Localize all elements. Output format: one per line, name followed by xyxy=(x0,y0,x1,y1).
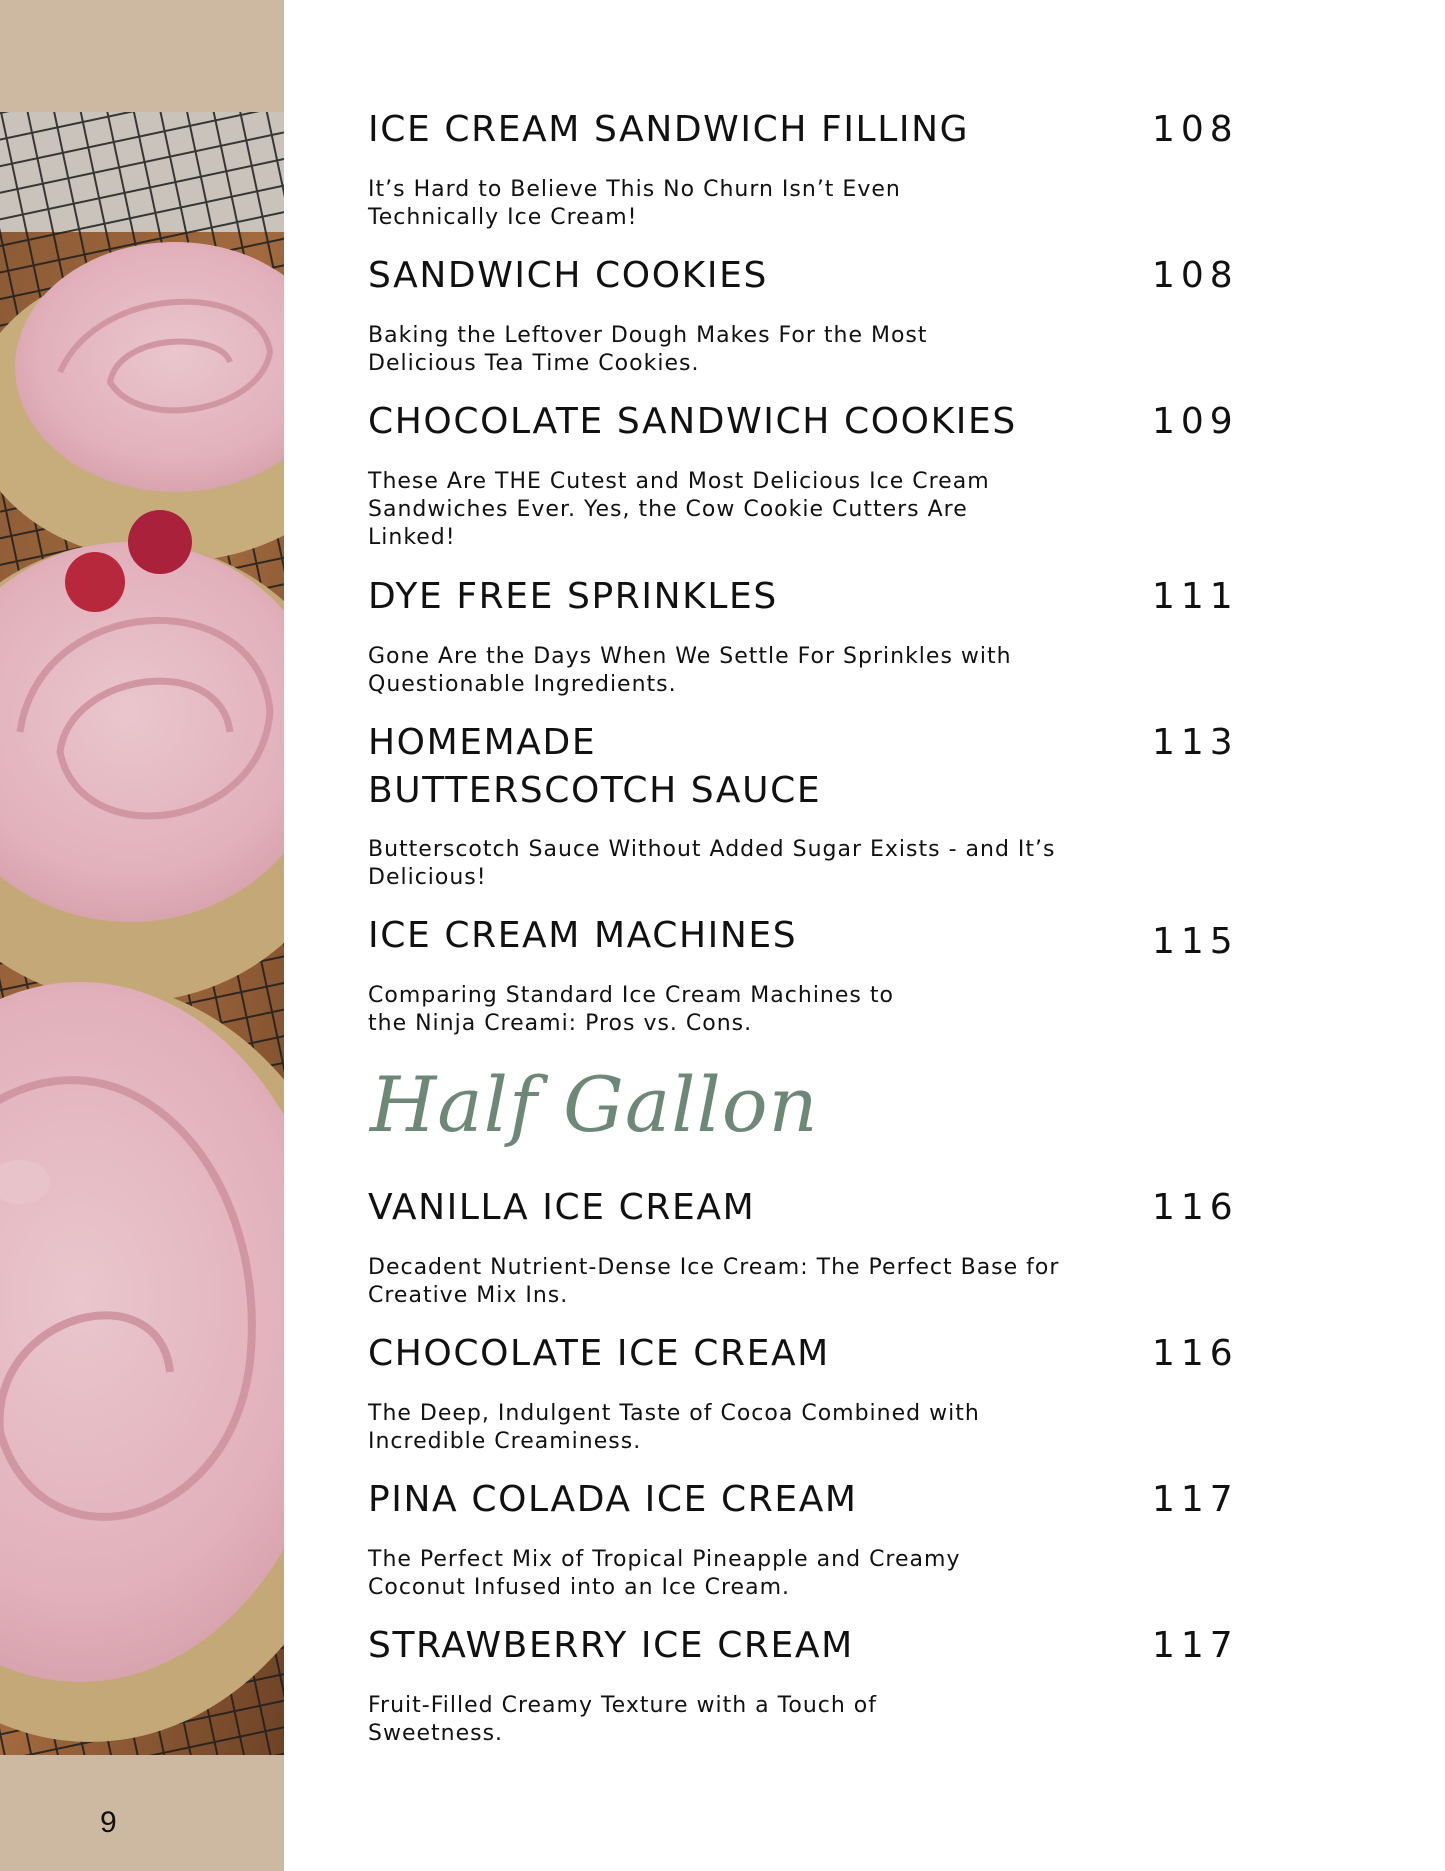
entry-page-number: 108 xyxy=(1152,255,1239,296)
entry-description: These Are THE Cutest and Most Delicious Ice Cream Sandwiches Ever. Yes, the Cow Cookie Cutters Are Linked! xyxy=(368,469,990,550)
entry-description: Fruit-Filled Creamy Texture with a Touch of Sweetness. xyxy=(368,1693,877,1746)
section-heading: Half Gallon xyxy=(370,1060,819,1149)
entry-description: The Deep, Indulgent Taste of Cocoa Combined with Incredible Creaminess. xyxy=(368,1401,980,1454)
entry-page-number: 108 xyxy=(1152,109,1239,150)
entry-page-number: 117 xyxy=(1152,1479,1239,1520)
entry-page-number: 115 xyxy=(1152,921,1239,962)
entry-description: Decadent Nutrient-Dense Ice Cream: The Perfect Base for Creative Mix Ins. xyxy=(368,1255,1060,1308)
entry-description: Gone Are the Days When We Settle For Sprinkles with Questionable Ingredients. xyxy=(368,644,1012,697)
cookie-photo xyxy=(0,112,284,1755)
entry-page-number: 117 xyxy=(1152,1625,1239,1666)
page-number: 9 xyxy=(100,1806,117,1839)
entry-description: Baking the Leftover Dough Makes For the Most Delicious Tea Time Cookies. xyxy=(368,323,928,376)
entry-title: DYE FREE SPRINKLES xyxy=(368,576,778,617)
entry-title: VANILLA ICE CREAM xyxy=(368,1187,756,1228)
entry-title: SANDWICH COOKIES xyxy=(368,255,768,296)
entry-page-number: 116 xyxy=(1152,1187,1239,1228)
entry-title: HOMEMADE BUTTERSCOTCH SAUCE xyxy=(368,722,822,811)
entry-title: CHOCOLATE SANDWICH COOKIES xyxy=(368,401,1017,442)
entry-description: Comparing Standard Ice Cream Machines to the Ninja Creami: Pros vs. Cons. xyxy=(368,983,894,1036)
entry-page-number: 113 xyxy=(1152,722,1239,763)
entry-title: CHOCOLATE ICE CREAM xyxy=(368,1333,830,1374)
entry-title: PINA COLADA ICE CREAM xyxy=(368,1479,858,1520)
entry-description: Butterscotch Sauce Without Added Sugar Exists - and It’s Delicious! xyxy=(368,837,1056,890)
entry-page-number: 116 xyxy=(1152,1333,1239,1374)
entry-description: It’s Hard to Believe This No Churn Isn’t Even Technically Ice Cream! xyxy=(368,177,901,230)
entry-page-number: 109 xyxy=(1152,401,1239,442)
entry-page-number: 111 xyxy=(1152,576,1239,617)
entry-description: The Perfect Mix of Tropical Pineapple and Creamy Coconut Infused into an Ice Cream. xyxy=(368,1547,961,1600)
entry-title: ICE CREAM SANDWICH FILLING xyxy=(368,109,970,150)
entry-title: ICE CREAM MACHINES xyxy=(368,915,798,956)
entry-title: STRAWBERRY ICE CREAM xyxy=(368,1625,854,1666)
